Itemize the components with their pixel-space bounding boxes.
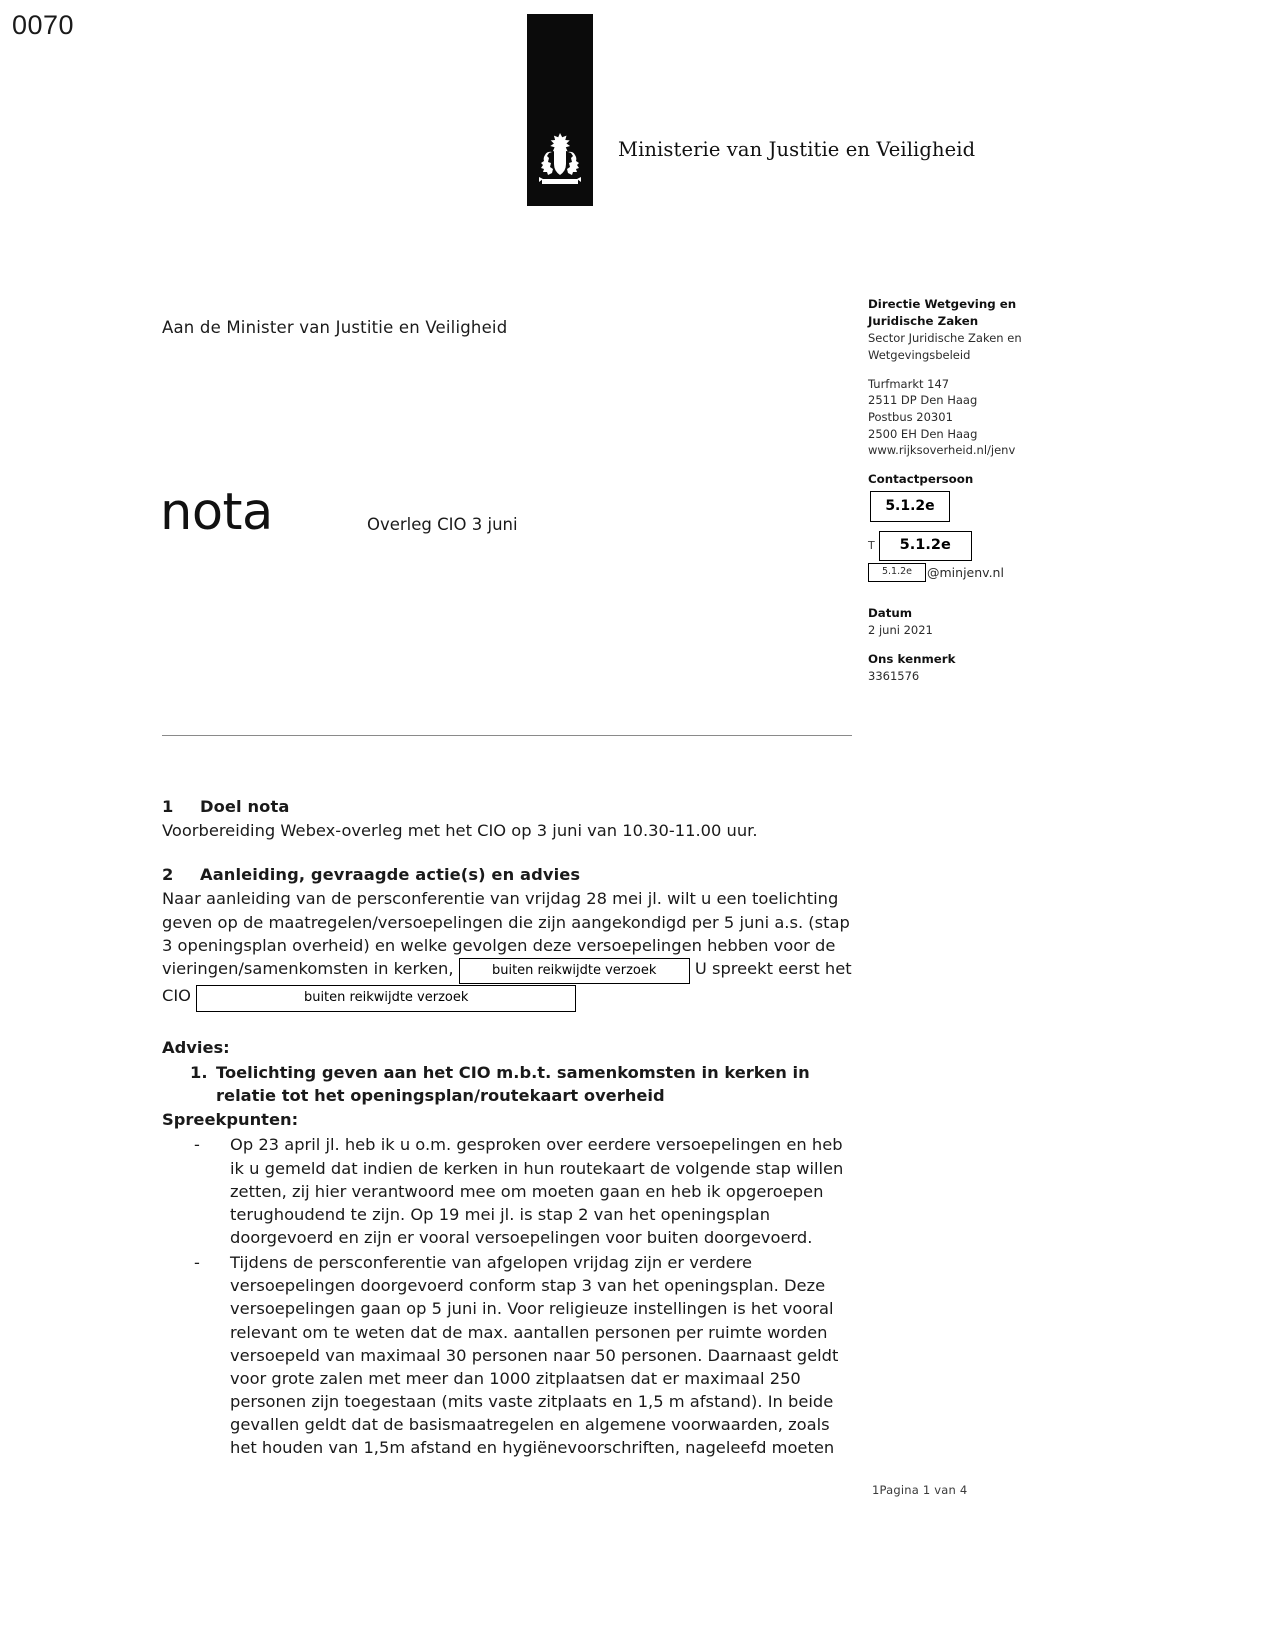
datum-value: 2 juni 2021 xyxy=(868,623,933,638)
phone-row xyxy=(868,531,1068,561)
sidebar-contact-block xyxy=(868,471,1068,582)
address-line-4: 2500 EH Den Haag xyxy=(868,426,978,441)
advies-list-item xyxy=(190,1061,854,1107)
kenmerk-value: 3361576 xyxy=(868,668,920,683)
section-2-text-part-1: Naar aanleiding van de persconferentie van vrijdag 28 mei jl. wilt u een toelichting geven op de maatregelen/versoepelingen die zijn aangekondigd per 5 juni a.s. (stap 3 openingsplan overheid) en welke gevolgen deze versoepelingen hebben voor de vieringen/samenkomsten in kerken, xyxy=(162,889,850,978)
inline-redaction-box-1: buiten reikwijdte verzoek xyxy=(459,958,690,985)
address-line-2: 2511 DP Den Haag xyxy=(868,393,978,408)
dutch-coat-of-arms-icon xyxy=(527,130,593,192)
contactpersoon-redaction-box: 5.1.2e xyxy=(870,491,950,522)
ministry-logo xyxy=(527,14,593,206)
sector-line-2: Wetgevingsbeleid xyxy=(868,347,971,362)
sector-line-1: Sector Juridische Zaken en xyxy=(868,331,1022,346)
section-1-text: Voorbereiding Webex-overleg met het CIO op 3 juni van 10.30-11.00 uur. xyxy=(162,821,758,841)
datum-label: Datum xyxy=(868,606,913,621)
inline-redaction-box-2: buiten reikwijdte verzoek xyxy=(196,985,576,1012)
spreekpunten-list-item xyxy=(162,1133,854,1249)
spreekpunten-item-text: Tijdens de persconferentie van afgelopen vrijdag zijn er verdere versoepelingen doorgevoerd conform stap 3 van het openingsplan. Deze versoepelingen gaan op 5 juni in. Voor religieuze instellingen is het vooral relevant om te weten dat de max. aantallen personen per ruimte worden versoepeld van maximaal 30 personen naar 50 personen. Daarnaast geldt voor grote zalen met meer dan 1000 zitplaatsen dat er maximaal 250 personen zijn toegestaan (mits vaste zitplaats en 1,5 m afstand). In beide gevallen geldt dat de basismaatregelen en algemene voorwaarden, zoals het houden van 1,5m afstand en hygiënevoorschriften, nageleefd moeten xyxy=(230,1253,839,1458)
email-row xyxy=(868,563,1068,582)
dash-bullet-icon: - xyxy=(194,1253,200,1273)
section-1-number: 1 xyxy=(162,797,174,816)
website-line: www.rijksoverheid.nl/jenv xyxy=(868,443,1016,458)
section-2-text xyxy=(162,887,854,1011)
page-footer: 1Pagina 1 van 4 xyxy=(872,1483,968,1497)
sidebar-directie-block xyxy=(868,296,1068,364)
sidebar-metadata xyxy=(868,296,1068,697)
directie-line-1: Directie Wetgeving en xyxy=(868,297,1017,311)
phone-label: T xyxy=(868,539,875,553)
section-2-text-part-2: U spreekt eerst het CIO xyxy=(162,958,852,1006)
document-subtitle: Overleg CIO 3 juni xyxy=(367,515,518,534)
document-body xyxy=(162,795,854,1461)
section-1-heading xyxy=(162,795,854,818)
sidebar-kenmerk-block xyxy=(868,651,1068,685)
advies-item-text: Toelichting geven aan het CIO m.b.t. samenkomsten in kerken in relatie tot het openingsplan/routekaart overheid xyxy=(216,1062,810,1106)
advies-list xyxy=(162,1061,854,1107)
addressee-line: Aan de Minister van Justitie en Veiligheid xyxy=(162,318,508,337)
section-2-number: 2 xyxy=(162,865,174,885)
section-spacer xyxy=(162,842,854,863)
advies-label: Advies: xyxy=(162,1037,230,1057)
spreekpunten-list xyxy=(162,1133,854,1459)
sidebar-spacer xyxy=(868,594,1068,605)
page-stamp: 0070 xyxy=(12,10,75,40)
address-line-3: Postbus 20301 xyxy=(868,409,953,424)
dash-bullet-icon: - xyxy=(194,1135,200,1155)
sidebar-datum-block xyxy=(868,605,1068,639)
contactpersoon-label: Contactpersoon xyxy=(868,471,974,486)
spreekpunten-item-text: Op 23 april jl. heb ik u o.m. gesproken over eerdere versoepelingen en heb ik u gemeld dat indien de kerken in hun routekaart de volgende stap willen zetten, zij hier verantwoord mee om moeten gaan en heb ik opgeroepen terughoudend te zijn. Op 19 mei jl. is stap 2 van het openingsplan doorgevoerd en zijn er vooral versoepelingen voor buiten doorgevoerd. xyxy=(230,1135,844,1247)
document-title: nota xyxy=(160,483,273,542)
email-domain: @minjenv.nl xyxy=(927,564,1004,580)
ministry-name: Ministerie van Justitie en Veiligheid xyxy=(618,138,976,161)
section-2-title: Aanleiding, gevraagde actie(s) en advies xyxy=(200,865,581,885)
header-divider xyxy=(162,735,852,736)
address-line-1: Turfmarkt 147 xyxy=(868,376,950,391)
spreekpunten-label: Spreekpunten: xyxy=(162,1110,299,1130)
email-redaction-box: 5.1.2e xyxy=(868,563,926,582)
advies-item-number: 1. xyxy=(190,1062,208,1082)
section-2-heading xyxy=(162,863,854,886)
phone-redaction-box: 5.1.2e xyxy=(879,531,972,561)
kenmerk-label: Ons kenmerk xyxy=(868,651,956,666)
spreekpunten-list-item xyxy=(162,1251,854,1459)
sidebar-address-block xyxy=(868,376,1068,459)
section-1-title: Doel nota xyxy=(200,797,290,816)
directie-line-2: Juridische Zaken xyxy=(868,314,979,329)
